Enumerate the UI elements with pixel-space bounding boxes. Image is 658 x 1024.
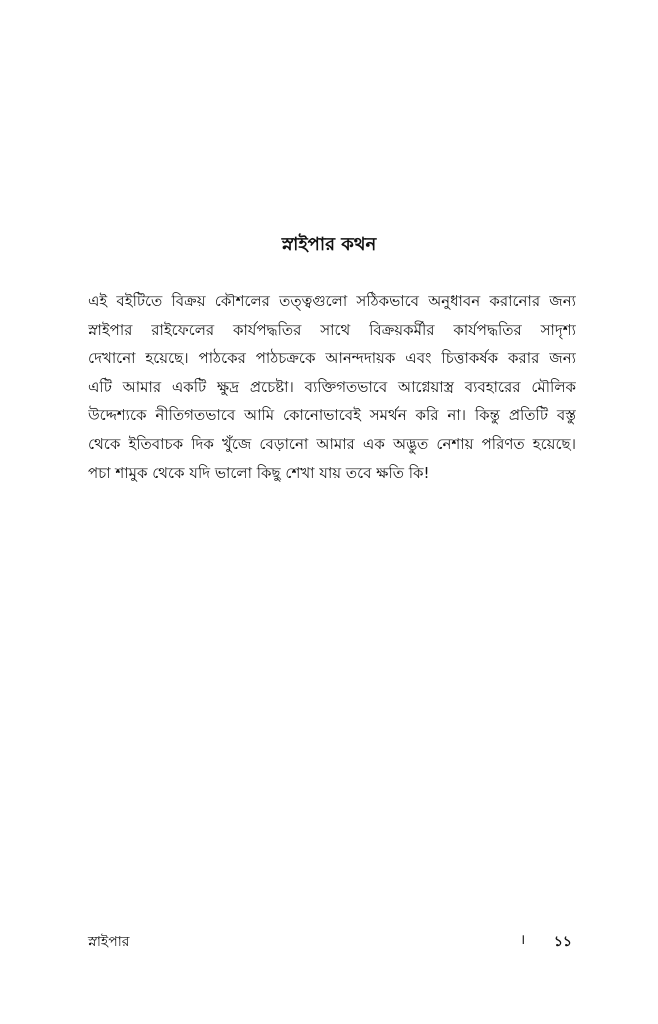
paragraph-line: এটি আমার একটি ক্ষুদ্র প্রচেষ্টা। ব্যক্তিগতভাবে আগ্নেয়াস্ত্র ব্যবহারের মৌলিক bbox=[88, 377, 576, 396]
page-footer bbox=[88, 930, 572, 954]
footer-separator: । bbox=[520, 932, 526, 948]
paragraph-line: থেকে ইতিবাচক দিক খুঁজে বেড়ানো আমার এক অদ্ভুত নেশায় পরিণত হয়েছে। bbox=[88, 434, 576, 453]
page-number: ১১ bbox=[553, 934, 572, 950]
paragraph-line: দেখানো হয়েছে। পাঠকের পাঠচক্রকে আনন্দদায়ক এবং চিত্তাকর্ষক করার জন্য bbox=[88, 349, 576, 368]
paragraph-line: স্নাইপার রাইফেলের কার্যপদ্ধতির সাথে বিক্রয়কর্মীর কার্যপদ্ধতির সাদৃশ্য bbox=[88, 320, 576, 339]
body-paragraph bbox=[88, 287, 576, 487]
footer-book-title: স্নাইপার bbox=[88, 934, 130, 950]
paragraph-line: পচা শামুক থেকে যদি ভালো কিছু শেখা যায় তবে ক্ষতি কি! bbox=[88, 463, 430, 482]
paragraph-line: উদ্দেশ্যকে নীতিগতভাবে আমি কোনোভাবেই সমর্থন করি না। কিন্তু প্রতিটি বস্তু bbox=[88, 406, 576, 425]
paragraph-line: এই বইটিতে বিক্রয় কৌশলের তত্ত্বগুলো সঠিকভাবে অনুধাবন করানোর জন্য bbox=[88, 292, 576, 310]
page-title: স্নাইপার কথন bbox=[281, 234, 377, 255]
